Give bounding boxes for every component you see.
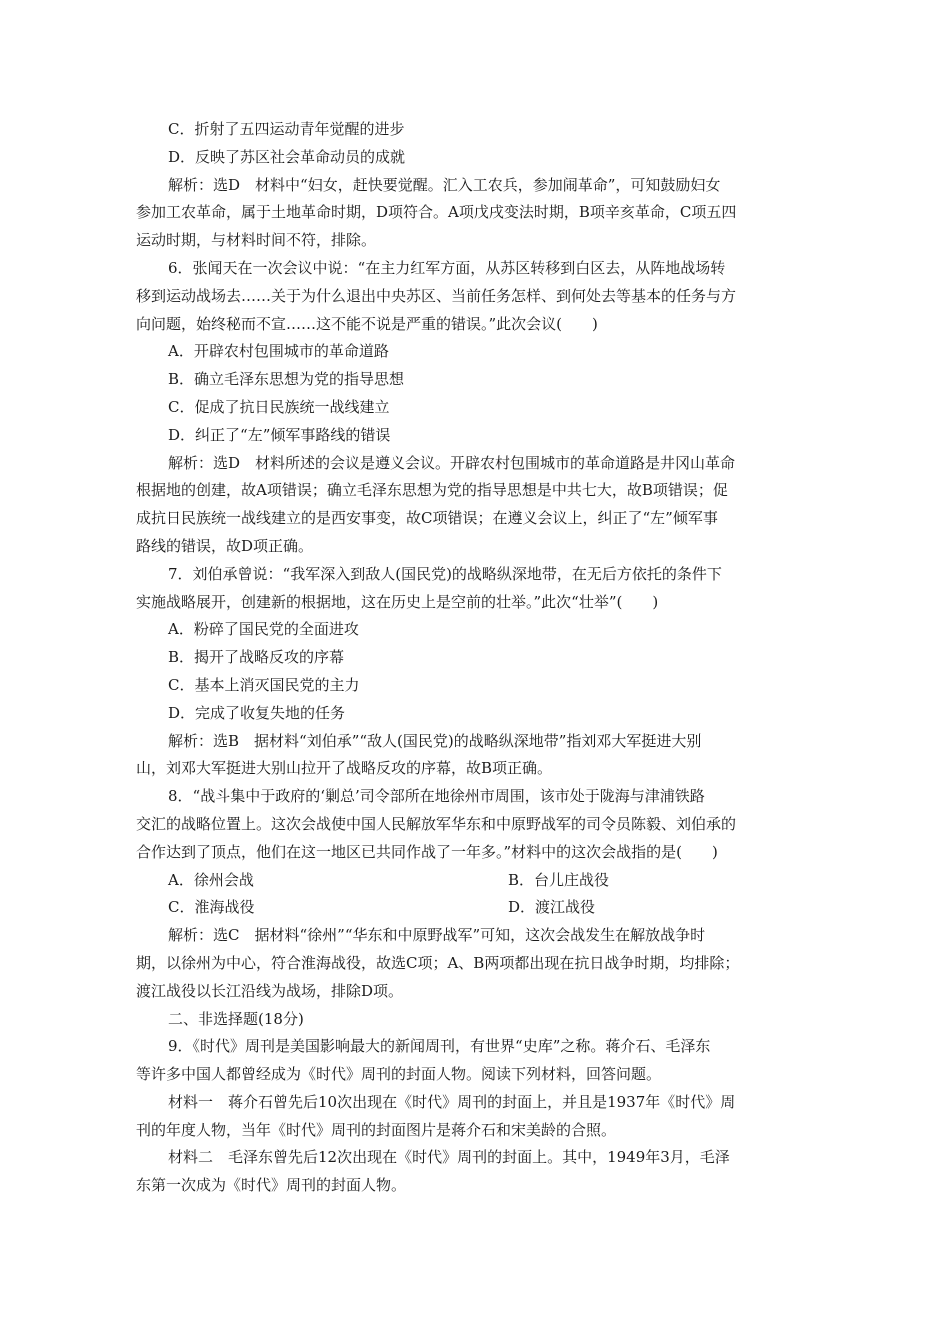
q6-option-c: C．促成了抗日民族统一战线建立 (168, 397, 390, 416)
q7-analysis-line: 山，刘邓大军挺进大别山拉开了战略反攻的序幕，故B项正确。 (136, 759, 553, 778)
q6-analysis-line: 根据地的创建，故A项错误；确立毛泽东思想为党的指导思想是中共七大，故B项错误；促 (136, 481, 728, 500)
q5-analysis-line: 运动时期，与材料时间不符，排除。 (136, 231, 377, 250)
q8-analysis-line: 解析：选C 据材料“徐州”“华东和中原野战军”可知，这次会战发生在解放战争时 (168, 926, 706, 945)
q9-material1-line: 刊的年度人物，当年《时代》周刊的封面图片是蒋介石和宋美龄的合照。 (136, 1120, 617, 1139)
q8-option-d: D．渡江战役 (508, 898, 596, 917)
q8-stem-line: 交汇的战略位置上。这次会战使中国人民解放军华东和中原野战军的司令员陈毅、刘伯承的 (136, 814, 737, 833)
q8-option-a: A．徐州会战 (168, 870, 254, 889)
q6-stem-line: 向问题，始终秘而不宣……这不能不说是严重的错误。”此次会议( ) (136, 314, 598, 333)
q6-option-d: D．纠正了“左”倾军事路线的错误 (168, 425, 391, 444)
page-content (136, 116, 816, 1200)
q8-analysis-line: 渡江战役以长江沿线为战场，排除D项。 (136, 981, 404, 1000)
q5-option-d: D．反映了苏区社会革命动员的成就 (168, 147, 406, 166)
q8-stem-line: 合作达到了顶点，他们在这一地区已共同作战了一年多。”材料中的这次会战指的是( ) (136, 842, 718, 861)
q5-analysis-line: 解析：选D 材料中“妇女，赶快要觉醒。汇入工农兵，参加闹革命”，可知鼓励妇女 (168, 175, 721, 194)
q8-stem-line: 8．“战斗集中于政府的‘剿总’司令部所在地徐州市周围，该市处于陇海与津浦铁路 (168, 787, 705, 806)
q6-stem-line: 移到运动战场去……关于为什么退出中央苏区、当前任务怎样、到何处去等基本的任务与方 (136, 286, 737, 305)
q8-analysis-line: 期，以徐州为中心，符合淮海战役，故选C项；A、B两项都出现在抗日战争时期，均排除； (136, 953, 740, 972)
q8-options-row (136, 867, 816, 895)
q9-material2-line: 材料二 毛泽东曾先后12次出现在《时代》周刊的封面上。其中，1949年3月，毛泽 (168, 1148, 730, 1167)
q7-analysis-line: 解析：选B 据材料“刘伯承”“敌人(国民党)的战略纵深地带”指刘邓大军挺进大别 (168, 731, 702, 750)
section-heading: 二、非选择题(18分) (168, 1009, 304, 1028)
q6-analysis-line: 解析：选D 材料所述的会议是遵义会议。开辟农村包围城市的革命道路是井冈山革命 (168, 453, 736, 472)
q7-stem-line: 7．刘伯承曾说：“我军深入到敌人(国民党)的战略纵深地带，在无后方依托的条件下 (168, 564, 722, 583)
q5-option-c: C．折射了五四运动青年觉醒的进步 (168, 120, 405, 138)
q7-option-a: A．粉碎了国民党的全面进攻 (168, 620, 359, 639)
q7-option-b: B．揭开了战略反攻的序幕 (168, 648, 345, 667)
q9-stem-line: 等许多中国人都曾经成为《时代》周刊的封面人物。阅读下列材料，回答问题。 (136, 1065, 662, 1084)
q9-material2-line: 东第一次成为《时代》周刊的封面人物。 (136, 1176, 407, 1195)
q8-options-row (136, 894, 816, 922)
q7-option-d: D．完成了收复失地的任务 (168, 703, 346, 722)
q5-analysis-line: 参加工农革命，属于土地革命时期，D项符合。A项戊戌变法时期，B项辛亥革命，C项五四 (136, 203, 737, 222)
q7-stem-line: 实施战略展开，创建新的根据地，这在历史上是空前的壮举。”此次“壮举”( ) (136, 592, 659, 611)
q6-option-a: A．开辟农村包围城市的革命道路 (168, 342, 389, 361)
q8-option-c: C．淮海战役 (168, 898, 255, 917)
q6-option-b: B．确立毛泽东思想为党的指导思想 (168, 370, 405, 389)
q7-option-c: C．基本上消灭国民党的主力 (168, 675, 360, 694)
q8-option-b: B．台儿庄战役 (508, 870, 610, 889)
q9-stem-line: 9．《时代》周刊是美国影响最大的新闻周刊，有世界“史库”之称。蒋介石、毛泽东 (168, 1037, 711, 1056)
q6-analysis-line: 路线的错误，故D项正确。 (136, 536, 314, 555)
q9-material1-line: 材料一 蒋介石曾先后10次出现在《时代》周刊的封面上，并且是1937年《时代》周 (168, 1092, 736, 1111)
q6-analysis-line: 成抗日民族统一战线建立的是西安事变，故C项错误；在遵义会议上，纠正了“左”倾军事 (136, 509, 718, 528)
q6-stem-line: 6．张闻天在一次会议中说：“在主力红军方面，从苏区转移到白区去，从阵地战场转 (168, 258, 726, 277)
